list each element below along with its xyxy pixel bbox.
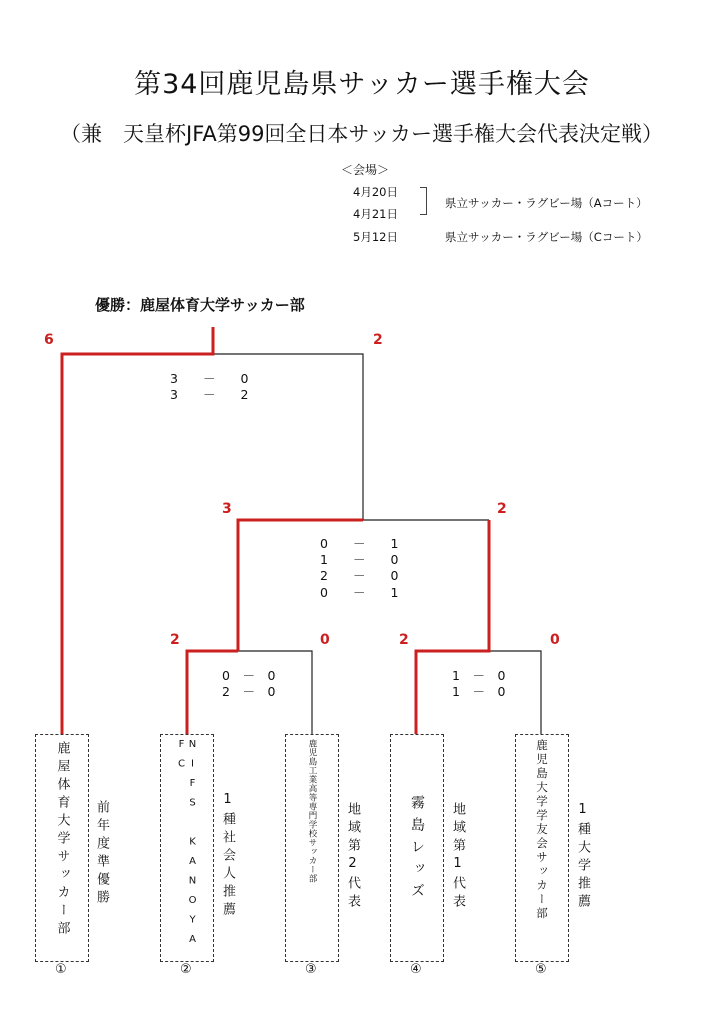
page-title: 第34回鹿児島県サッカー選手権大会: [134, 69, 590, 100]
qf-right-right-score: 0: [550, 632, 560, 648]
team-name: NIFS KANOYA FC: [176, 739, 198, 954]
team-name: 鹿屋体育大学サッカー部: [54, 741, 70, 939]
date-2: 4月21日: [353, 207, 398, 221]
final-detail-2: 3 － 2: [170, 387, 249, 402]
team-number-3: ③: [305, 962, 317, 977]
final-left-score: 6: [44, 332, 54, 348]
team-box-3: [285, 734, 339, 962]
team-note-4: 地域第1代表: [450, 802, 465, 912]
team-box-1: [35, 734, 89, 962]
team-note-1: 前年度準優勝: [94, 800, 109, 908]
final-right-score: 2: [373, 332, 383, 348]
venue-a: 県立サッカー・ラグビー場（Aコート）: [445, 196, 648, 210]
semi-detail-3: 2 － 0: [320, 568, 399, 583]
semi-detail-4: 0 － 1: [320, 585, 399, 600]
semi-detail-1: 0 － 1: [320, 536, 399, 551]
team-note-5: 1種大学推薦: [575, 802, 590, 912]
qf-left-right-score: 0: [320, 632, 330, 648]
date-1: 4月20日: [353, 185, 398, 199]
team-number-2: ②: [180, 962, 192, 977]
qf-right-detail-2: 1 － 0: [452, 684, 506, 699]
qf-left-left-score: 2: [170, 632, 180, 648]
team-box-4: [390, 734, 444, 962]
qf-right-winner-line: [416, 520, 489, 734]
team-box-5: [515, 734, 569, 962]
venue-heading: ＜会場＞: [341, 163, 390, 177]
qf-right-left-score: 2: [399, 632, 409, 648]
semi-right-score: 2: [497, 501, 507, 517]
team-number-1: ①: [55, 962, 67, 977]
qf-left-detail-2: 2 － 0: [222, 684, 276, 699]
team-box-2: [160, 734, 214, 962]
date-3: 5月12日: [353, 230, 398, 244]
venue-c: 県立サッカー・ラグビー場（Cコート）: [445, 230, 648, 244]
team-note-2: 1種社会人推薦: [220, 792, 235, 920]
page-subtitle: （兼 天皇杯JFA第99回全日本サッカー選手権大会代表決定戦）: [60, 122, 664, 146]
semi-detail-2: 1 － 0: [320, 552, 399, 567]
team-note-3: 地域第2代表: [345, 802, 360, 912]
team-name: 鹿児島工業高等専門学校サッカー部: [307, 739, 317, 883]
qf-left-detail-1: 0 － 0: [222, 668, 276, 683]
qf-right-detail-1: 1 － 0: [452, 668, 506, 683]
semi-left-score: 3: [222, 501, 232, 517]
team-number-4: ④: [410, 962, 422, 977]
winner-label: 優勝：鹿屋体育大学サッカー部: [95, 296, 305, 314]
team-name: 鹿児島大学学友会サッカー部: [535, 739, 549, 921]
team-number-5: ⑤: [535, 962, 547, 977]
final-detail-1: 3 － 0: [170, 371, 249, 386]
team-name: 霧島レッズ: [409, 795, 425, 905]
